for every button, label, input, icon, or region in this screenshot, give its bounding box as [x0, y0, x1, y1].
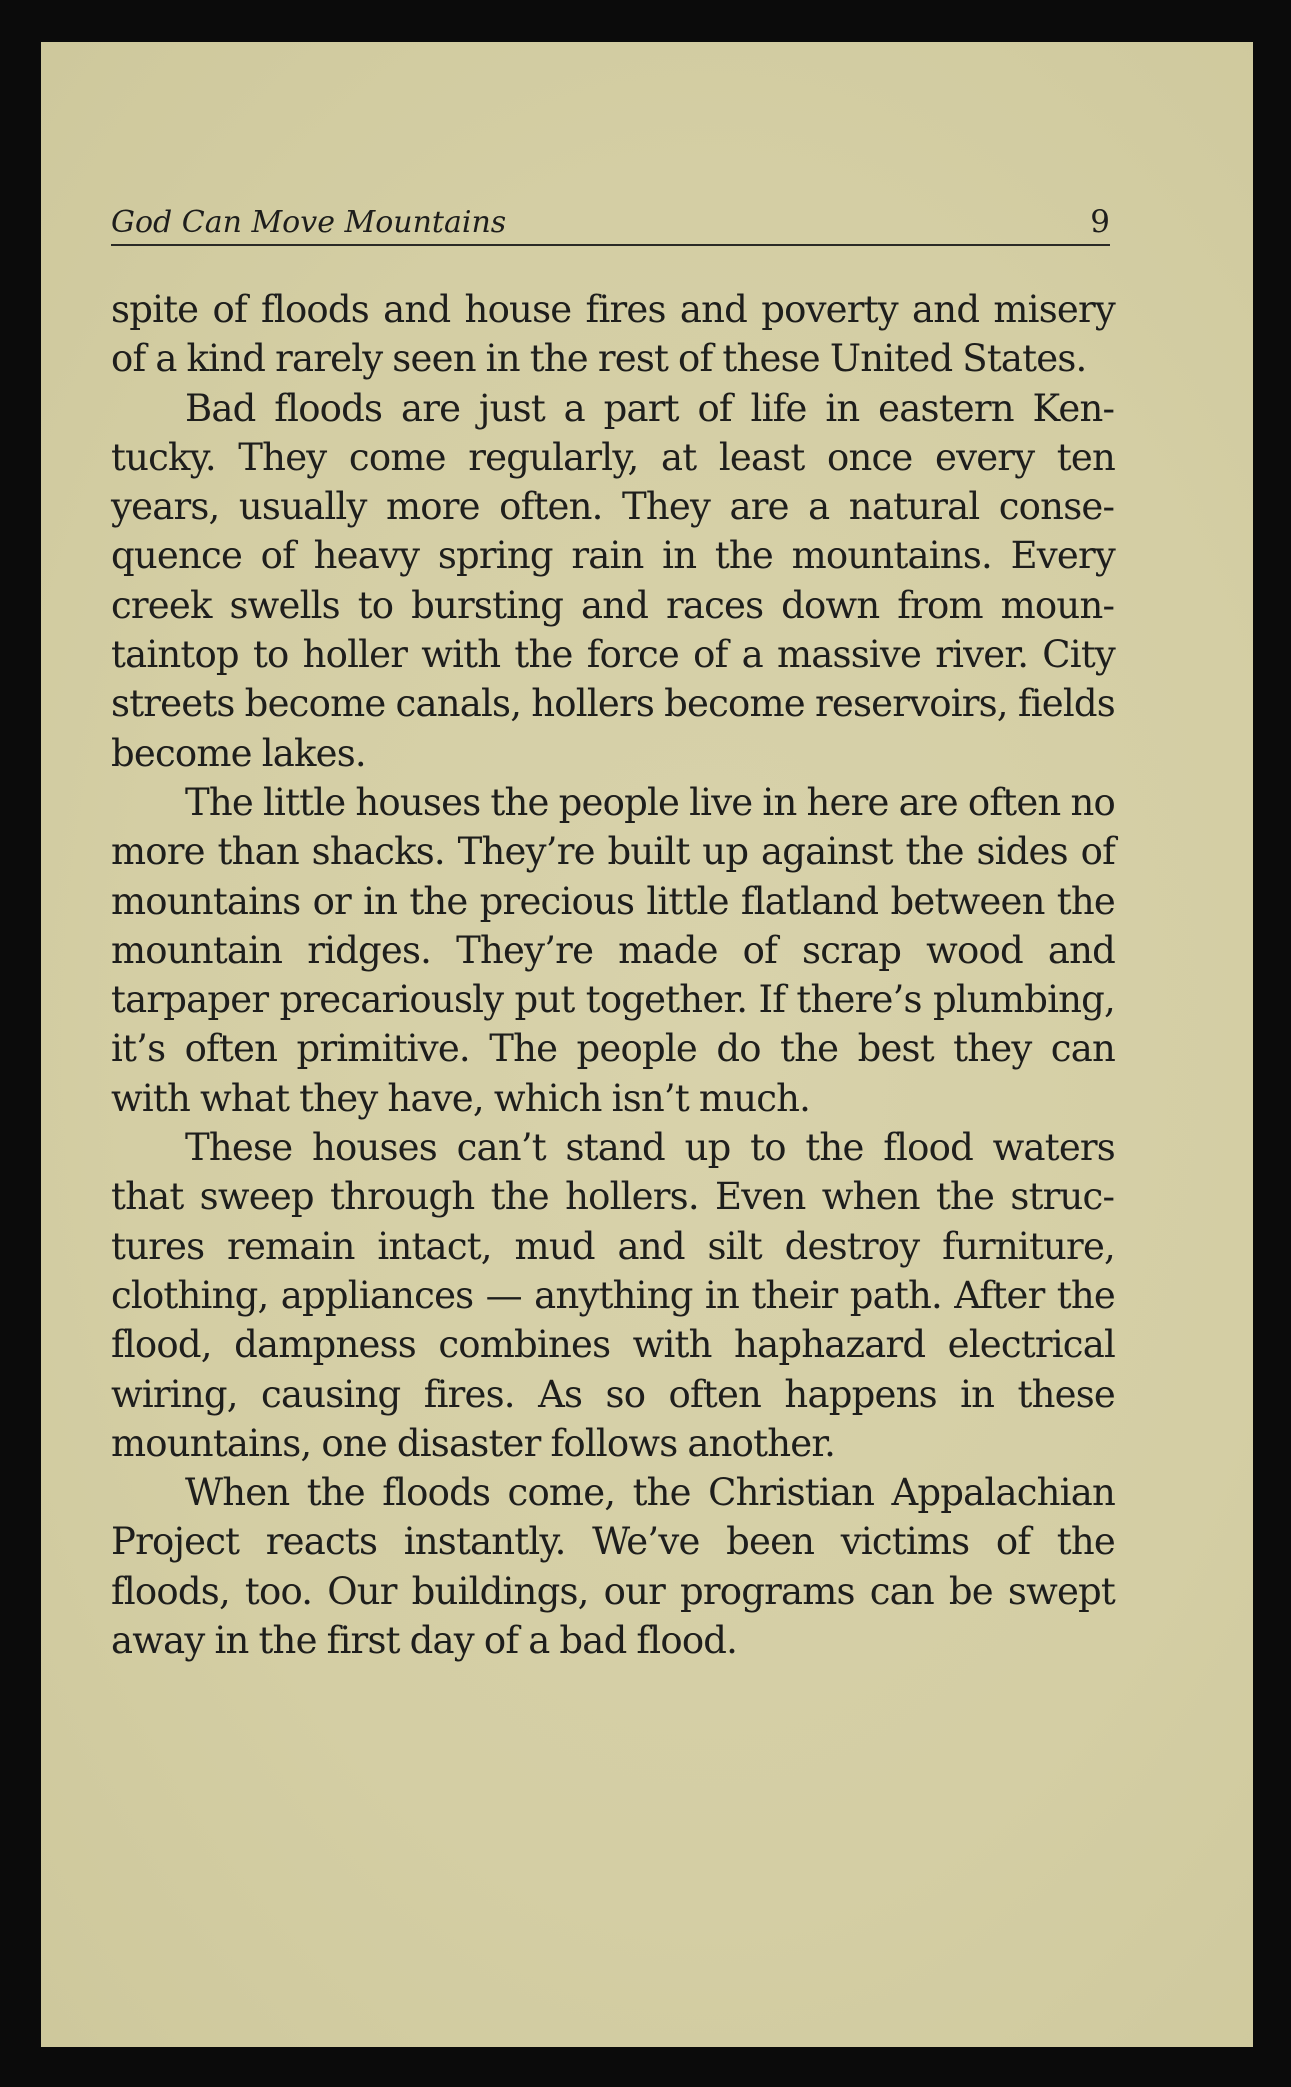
paragraph-2: Bad floods are just a part of life in eastern Kentucky. They come regularly, at least once every ten years, usually more often. They are a natural consequence of heavy spring rain in the mountains. Every creek swells to bursting and races down from mountaintop to holler with the force of a massive river. City streets become canals, hollers become reservoirs, fields become lakes. [111, 386, 1115, 775]
body-text [111, 285, 1115, 1665]
running-header [111, 194, 1110, 246]
paragraph-1: spite of floods and house fires and poverty and misery of a kind rarely seen in the rest of these United States. [111, 288, 1115, 381]
paragraph-4: These houses can’t stand up to the flood waters that sweep through the hollers. Even when the structures remain intact, mud and silt destroy furniture, clothing, appliances — anything in their path. After the flood, dampness combines with haphazard electrical wiring, causing fires. As so often happens in these mountains, one disaster follows another. [111, 1126, 1115, 1465]
page-number: 9 [1090, 204, 1110, 240]
running-title: God Can Move Mountains [111, 205, 507, 240]
paragraph-3: The little houses the people live in here are often no more than shacks. They’re built up against the sides of mountains or in the precious little flatland between the mountain ridges. They’re made of scrap wood and tarpaper precariously put together. If there’s plumbing, it’s often primitive. The people do the best they can with what they have, which isn’t much. [111, 780, 1115, 1120]
paragraph-5: When the floods come, the Christian Appalachian Project reacts instantly. We’ve been victims of the floods, too. Our buildings, our programs can be swept away in the first day of a bad flood. [111, 1471, 1115, 1663]
